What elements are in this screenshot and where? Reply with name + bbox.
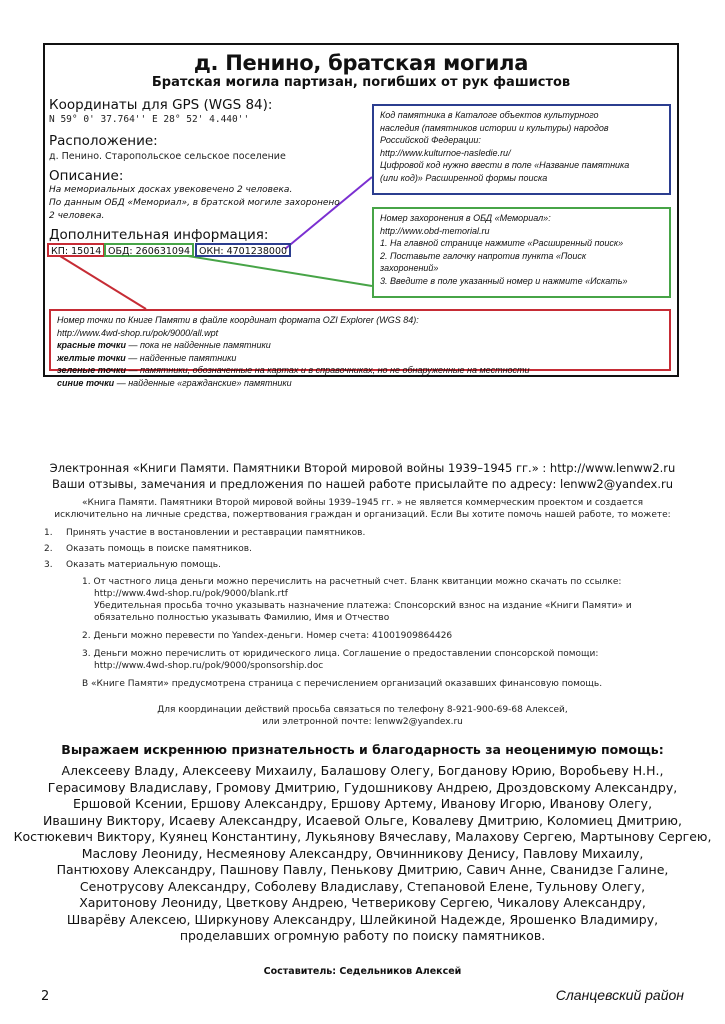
thanks-line: Маслову Леониду, Несмеянову Александру, Овчинникову Денису, Павлову Михаилу, — [81, 845, 644, 861]
okn-tag: ОКН: 4701238000 — [195, 243, 291, 257]
description-line: На мемориальных досках увековечено 2 человека. — [49, 185, 293, 195]
page-subtitle: Братская могила партизан, погибших от рук фашистов — [151, 75, 571, 90]
legend-item-red: красные точки — пока не найденные памятники — [57, 340, 271, 350]
coords-label: Координаты для GPS (WGS 84): — [49, 97, 273, 113]
thanks-line: Алексееву Владу, Алексееву Михаилу, Балашову Олегу, Богданову Юрию, Воробьеву Н.Н., — [61, 763, 664, 778]
money-option: 1. От частного лица деньги можно перечислить на расчетный счет. Бланк квитанции можно скачать по ссылке: http://www.4wd-shop.ru/pok/9000/blank.rtf Убедительная просьба точно указывать назначение платежа: Спонсорский взнос на издание «Книги Памяти» и обязательно полностью указывать Фамилию, Имя и Отчество — [82, 577, 632, 623]
thanks-line: проделавших огромную работу по поиску памятников. — [179, 928, 546, 943]
page-number: 2 — [41, 989, 50, 1004]
thanks-line: Харитонову Леониду, Цветкову Андрею, Четверикову Сергею, Чикалову Александру, — [79, 895, 646, 910]
callout-line: Цифровой код нужно ввести в поле «Название памятника — [380, 160, 630, 170]
list-item: 2. Оказать помощь в поиске памятников. — [44, 544, 252, 554]
compiler: Составитель: Седельников Алексей — [263, 966, 462, 977]
note-line: исключительно на личные средства, пожертвования граждан и организаций. Если Вы хотите помочь нашей работе, то можете: — [54, 510, 671, 520]
location-value: д. Пенино. Старопольское сельское поселение — [49, 151, 286, 162]
thanks-line: Пантюхову Александру, Пашнову Павлу, Пенькову Дмитрию, Савич Анне, Сванидзе Галине, — [56, 862, 669, 877]
obd-tag: ОБД: 260631094 — [104, 243, 194, 257]
thanks-line: Ивашину Виктору, Исаеву Александру, Исаевой Ольге, Ковалеву Дмитрию, Коломиец Дмитрию, — [43, 812, 682, 828]
coords-value: N 59° 0' 37.764'' E 28° 52' 4.440'' — [49, 114, 250, 125]
region-name: Сланцевский район — [555, 987, 684, 1003]
thanks-line: Ершовой Ксении, Ершову Александру, Ершову Артему, Иванову Игорю, Иванову Олегу, — [72, 796, 653, 811]
thanks-list — [0, 763, 725, 945]
book-line: Электронная «Книги Памяти. Памятники Второй мировой войны 1939–1945 гг.» : http://www.lenww2.ru — [49, 461, 676, 475]
thanks-line: Сенотрусову Александру, Соболеву Владиславу, Степановой Елене, Тульнову Олегу, — [79, 878, 646, 894]
callout-line: захоронений» — [380, 263, 439, 273]
money-options — [82, 576, 682, 690]
red-connector — [60, 256, 146, 309]
legend-item-blue: синие точки — найденные «гражданские» памятники — [57, 377, 292, 388]
obd-callout — [372, 207, 671, 298]
kp-tag: КП: 15014 — [47, 243, 105, 257]
project-note — [40, 497, 685, 521]
thanks-line: Герасимову Владиславу, Громову Дмитрию, Гудошникову Андрею, Дроздовскому Александру, — [47, 779, 678, 795]
description-text — [49, 184, 340, 223]
callout-line: 3. Введите в поле указанный номер и нажмите «Искать» — [380, 275, 628, 286]
callout-line: 2. Поставьте галочку напротив пункта «Поиск — [380, 250, 587, 261]
contact-info: Для координации действий просьба связаться по телефону 8-921-900-69-68 Алексей, или элетронной почте: lenww2@yandex.ru — [157, 705, 568, 727]
legend-item-yellow: желтые точки — найденные памятники — [57, 352, 237, 363]
note-line: «Книга Памяти. Памятники Второй мировой войны 1939–1945 гг. » не является коммерческим проектом и создается — [81, 498, 644, 508]
description-line: По данным ОБД «Мемориал», в братской могиле захоронено — [49, 198, 340, 208]
money-option: 3. Деньги можно перечислить от юридического лица. Соглашение о предоставлении спонсорской помощи: http://www.4wd-shop.ru/pok/9000/sponsorship.doc — [82, 649, 599, 671]
legend-item-green: зеленые точки — памятники, обозначенные на картах и в справочниках, но не обнаруженные на местности — [57, 365, 530, 375]
money-option: 2. Деньги можно перевести по Yandex-деньги. Номер счета: 41001909864426 — [82, 631, 453, 641]
page-title: д. Пенино, братская могила — [193, 51, 529, 75]
callout-line: Код памятника в Каталоге объектов культурного — [380, 110, 599, 120]
list-item: 3. Оказать материальную помощь. — [44, 560, 221, 570]
callout-line: http://www.4wd-shop.ru/pok/9000/all.wpt — [57, 327, 219, 338]
thanks-line: Шварёву Алексею, Ширкунову Александру, Шлейкиной Надежде, Ярошенко Владимиру, — [66, 911, 659, 927]
callout-line: Номер захоронения в ОБД «Мемориал»: — [380, 213, 551, 223]
okn-callout — [372, 104, 671, 195]
callout-line: 1. На главной странице нажмите «Расширенный поиск» — [380, 238, 624, 248]
thanks-line: Костюкевич Виктору, Куянец Константину, Лукьянову Вячеславу, Малахову Сергею, Мартынову Сергею, — [13, 829, 712, 844]
callout-line: (или код)» Расширенной формы поиска — [380, 172, 548, 183]
callout-line: http://www.kulturnoe-nasledie.ru/ — [380, 147, 511, 158]
callout-line: наследия (памятников истории и культуры) народов — [380, 122, 609, 133]
list-item: 1. Принять участие в востановлении и реставрации памятников. — [44, 528, 366, 538]
callout-line: Российской Федерации: — [380, 135, 481, 145]
description-line: 2 человека. — [49, 211, 105, 221]
thanks-title: Выражаем искреннюю признательность и благодарность за неоценимую помощь: — [61, 742, 664, 757]
green-connector — [188, 256, 372, 286]
extra-info-label: Дополнительная информация: — [49, 227, 269, 243]
feedback-line: Ваши отзывы, замечания и предложения по нашей работе присылайте по адресу: lenww2@yandex.ru — [52, 477, 673, 491]
ways-list — [44, 526, 674, 572]
orgs-line: В «Книге Памяти» предусмотрена страница с перечислением организаций оказавших финансовую помощь. — [82, 679, 603, 689]
description-label: Описание: — [49, 168, 124, 184]
location-label: Расположение: — [49, 133, 158, 149]
callout-line: Номер точки по Книге Памяти в файле координат формата OZI Explorer (WGS 84): — [57, 315, 419, 325]
callout-line: http://www.obd-memorial.ru — [380, 225, 490, 236]
kp-callout — [49, 309, 671, 388]
